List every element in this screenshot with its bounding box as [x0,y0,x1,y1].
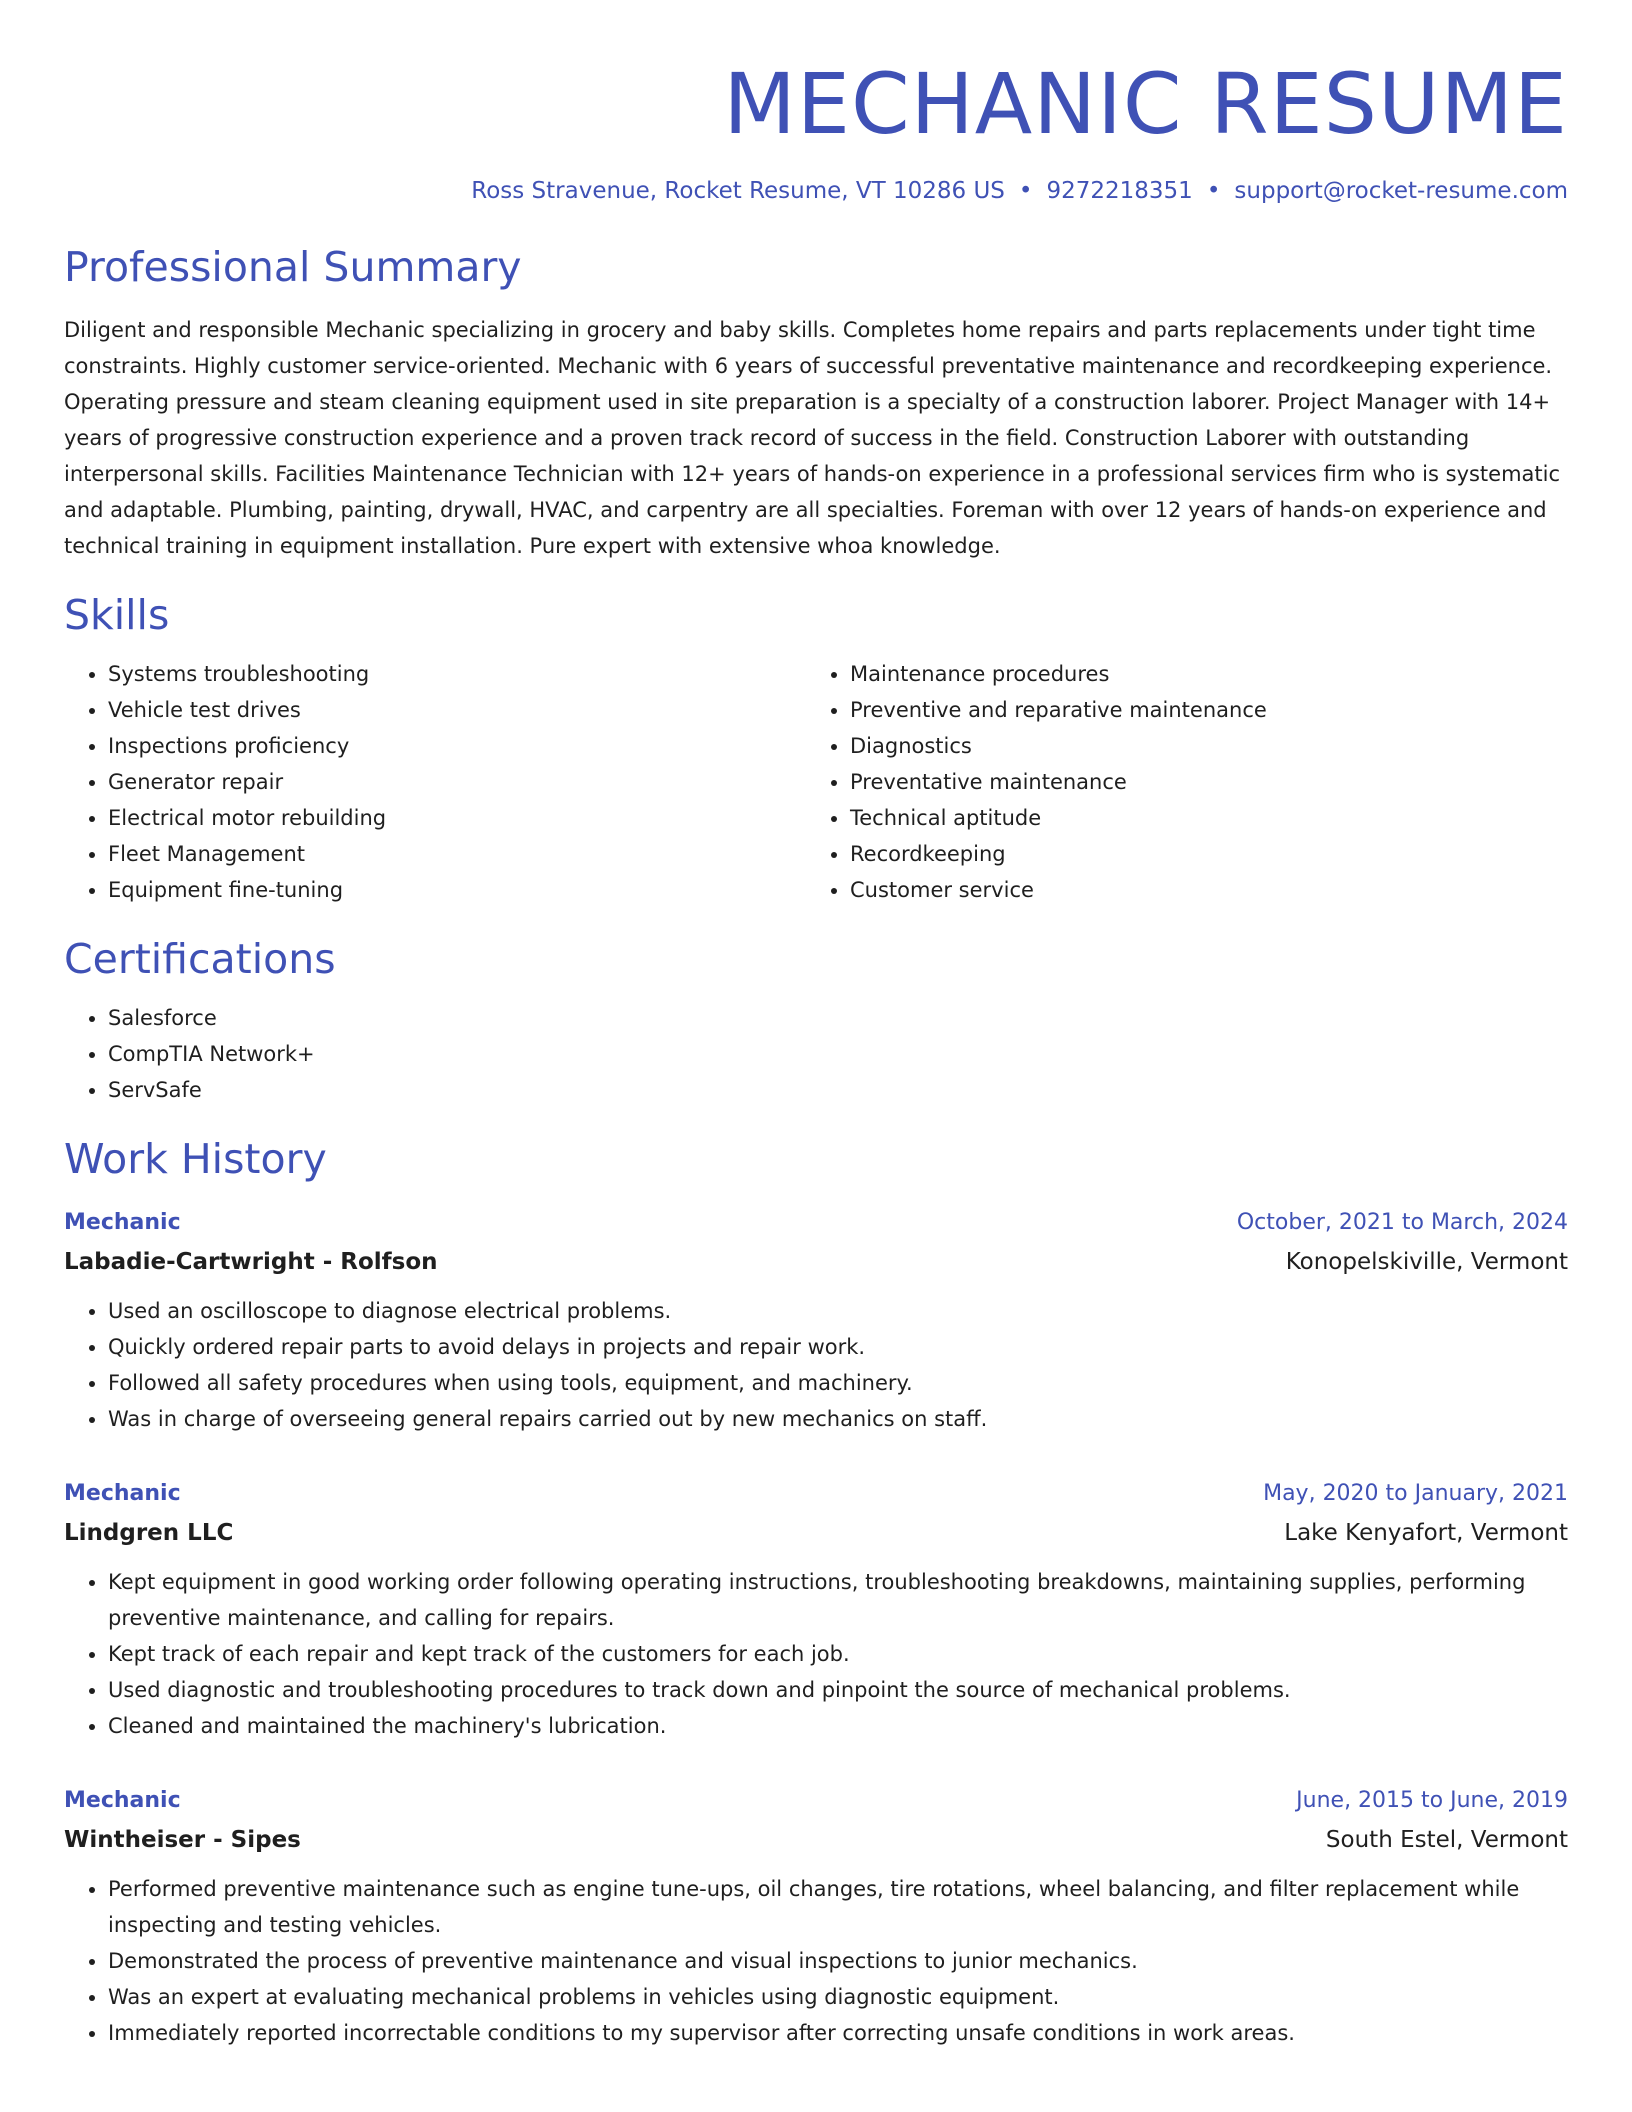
skill-item: • Recordkeeping [850,836,1548,872]
skill-item: • Systems troubleshooting [108,656,806,692]
job-company: Wintheiser - Sipes [64,1827,301,1853]
job-bullet: • Followed all safety procedures when using tools, equipment, and machinery. [108,1365,1568,1401]
contact-email: support@rocket-resume.com [1234,178,1568,204]
job-company: Labadie-Cartwright - Rolfson [64,1249,438,1275]
job-header [64,1784,1568,1818]
job-bullet: • Performed preventive maintenance such as engine tune-ups, oil changes, tire rotations, wheel balancing, and filter replacement while inspecting and testing vehicles. [108,1871,1568,1943]
certifications-heading: Certifications [64,935,336,983]
job-dates: May, 2020 to January, 2021 [1263,1481,1568,1506]
job-company: Lindgren LLC [64,1520,234,1546]
job-bullet: • Was an expert at evaluating mechanical problems in vehicles using diagnostic equipment. [108,1979,1568,2015]
job-bullet: • Cleaned and maintained the machinery's lubrication. [108,1708,1568,1744]
certification-item: • ServSafe [108,1072,1568,1108]
job-subheader [64,1823,1568,1857]
job-bullet: • Used diagnostic and troubleshooting procedures to track down and pinpoint the source of mechanical problems. [108,1672,1568,1708]
contact-phone: 9272218351 [1046,178,1193,204]
skill-item: • Generator repair [108,764,806,800]
job-position: Mechanic [64,1788,181,1813]
work-history-heading: Work History [64,1135,327,1183]
job-bullet: • Kept equipment in good working order following operating instructions, troubleshooting breakdowns, maintaining supplies, performing preventive maintenance, and calling for repairs. [108,1564,1568,1636]
contact-address: Ross Stravenue, Rocket Resume, VT 10286 US [471,178,1005,204]
job-entry [64,1206,1568,1437]
job-bullets [64,1293,1568,1437]
skill-item: • Electrical motor rebuilding [108,800,806,836]
skills-heading: Skills [64,591,170,639]
job-bullets [64,1871,1568,2051]
job-position: Mechanic [64,1210,181,1235]
skills-columns [64,656,1568,908]
job-bullet: • Was in charge of overseeing general repairs carried out by new mechanics on staff. [108,1401,1568,1437]
job-bullet: • Demonstrated the process of preventive maintenance and visual inspections to junior mechanics. [108,1943,1568,1979]
separator-dot: • [1206,178,1221,204]
skill-item: • Technical aptitude [850,800,1548,836]
resume-title: MECHANIC RESUME [723,55,1568,153]
job-header [64,1206,1568,1240]
skill-item: • Diagnostics [850,728,1548,764]
job-bullets [64,1564,1568,1744]
skill-item: • Inspections proficiency [108,728,806,764]
contact-line [64,176,1568,206]
job-subheader [64,1245,1568,1279]
certifications-list [64,1000,1568,1108]
job-header [64,1477,1568,1511]
resume-page [64,0,1568,2051]
skill-item: • Customer service [850,872,1548,908]
work-history-list [64,1206,1568,2051]
summary-heading: Professional Summary [64,243,522,291]
job-dates: June, 2015 to June, 2019 [1296,1788,1568,1813]
job-location: Lake Kenyafort, Vermont [1284,1520,1568,1546]
skill-item: • Preventive and reparative maintenance [850,692,1548,728]
job-bullet: • Quickly ordered repair parts to avoid delays in projects and repair work. [108,1329,1568,1365]
job-entry [64,1784,1568,2051]
job-location: Konopelskiville, Vermont [1285,1249,1568,1275]
job-entry [64,1477,1568,1744]
job-bullet: • Used an oscilloscope to diagnose electrical problems. [108,1293,1568,1329]
job-position: Mechanic [64,1481,181,1506]
skill-item: • Fleet Management [108,836,806,872]
certification-item: • CompTIA Network+ [108,1036,1568,1072]
certification-item: • Salesforce [108,1000,1568,1036]
skill-item: • Maintenance procedures [850,656,1548,692]
separator-dot: • [1018,178,1033,204]
summary-text: Diligent and responsible Mechanic specializing in grocery and baby skills. Completes home repairs and parts replacements under tight time constraints. Highly customer service-oriented. Mechanic with 6 years of successful preventative maintenance and recordkeeping experience. Operating pressure and steam cleaning equipment used in site preparation is a specialty of a construction laborer. Project Manager with 14+ years of progressive construction experience and a proven track record of success in the field. Construction Laborer with outstanding interpersonal skills. Facilities Maintenance Technician with 12+ years of hands-on experience in a professional services firm who is systematic and adaptable. Plumbing, painting, drywall, HVAC, and carpentry are all specialties. Foreman with over 12 years of hands-on experience and technical training in equipment installation. Pure expert with extensive whoa knowledge. [64,318,1561,558]
skills-list-right [806,656,1548,908]
job-dates: October, 2021 to March, 2024 [1236,1210,1568,1235]
job-bullet: • Immediately reported incorrectable conditions to my supervisor after correcting unsafe conditions in work areas. [108,2015,1568,2051]
skill-item: • Equipment fine-tuning [108,872,806,908]
job-bullet: • Kept track of each repair and kept track of the customers for each job. [108,1636,1568,1672]
skill-item: • Preventative maintenance [850,764,1548,800]
job-location: South Estel, Vermont [1325,1827,1568,1853]
skill-item: • Vehicle test drives [108,692,806,728]
job-subheader [64,1516,1568,1550]
skills-list-left [64,656,806,908]
